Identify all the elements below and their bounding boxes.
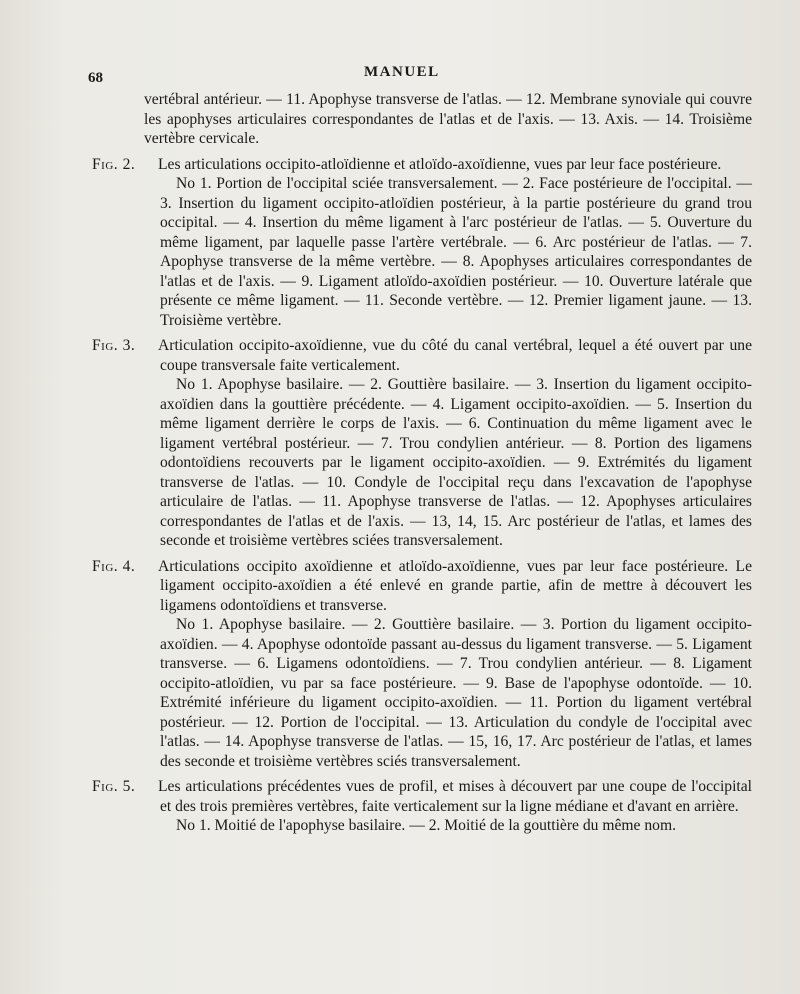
running-title: MANUEL	[364, 64, 440, 80]
figure-4-label: Fig. 4.	[92, 557, 136, 575]
figure-3-caption	[92, 336, 752, 375]
figure-5-caption	[92, 777, 752, 816]
page-header	[88, 64, 728, 88]
page-body	[92, 90, 752, 836]
figure-5-title: Les articulations précédentes vues de profil, et mises à découvert par une coupe de l'occipital et des trois premières vertèbres, faite verticalement sur la ligne médiane et d'avant en arrière.	[158, 778, 752, 815]
figure-3-title: Articulation occipito-axoïdienne, vue du côté du canal vertébral, lequel a été ouvert par une coupe transversale faite verticalement.	[158, 337, 752, 374]
figure-2-legend: No 1. Portion de l'occipital sciée transversalement. — 2. Face postérieure de l'occipital. — 3. Insertion du ligament occipito-atloïdien postérieur, à la partie postérieure du grand trou occipital. — 4. Insertion du même ligament à l'arc postérieur de l'atlas. — 5. Ouverture du même ligament, par laquelle passe l'artère vertébrale. — 6. Arc postérieur de l'atlas. — 7. Apophyse transverse de la même vertèbre. — 8. Apophyses articulaires correspondantes de l'atlas et de l'axis. — 9. Ligament atloïdo-axoïdien postérieur. — 10. Ouverture latérale que présente ce même ligament. — 11. Seconde vertèbre. — 12. Premier ligament jaune. — 13. Troisième vertèbre.	[160, 175, 752, 329]
continued-legend: vertébral antérieur. — 11. Apophyse transverse de l'atlas. — 12. Membrane synoviale qui couvre les apophyses articulaires correspondantes de l'atlas et de l'axis. — 13. Axis. — 14. Troisième vertèbre cervicale.	[144, 91, 752, 147]
figure-3-label: Fig. 3.	[92, 337, 136, 354]
figure-4-legend: No 1. Apophyse basilaire. — 2. Gouttière basilaire. — 3. Portion du ligament occipito-axoïdien. — 4. Apophyse odontoïde passant au-dessus du ligament transverse. — 5. Ligament transverse. — 6. Ligamens odontoïdiens. — 7. Trou condylien antérieur. — 8. Ligament occipito-atloïdien, vu par sa face postérieure. — 9. Base de l'apophyse odontoïde. — 10. Extrémité inférieure du ligament occipito-axoïdien. — 11. Portion du ligament vertébral postérieur. — 12. Portion de l'occipital. — 13. Articulation du condyle de l'occipital avec l'atlas. — 14. Apophyse transverse de l'atlas. — 15, 16, 17. Arc postérieur de l'atlas, et lames des seconde et troisième vertèbres sciés transversalement.	[160, 616, 752, 770]
figure-4-title: Articulations occipito axoïdienne et atloïdo-axoïdienne, vues par leur face postérieure. Le ligament occipito-axoïdien a été enlevé en grande partie, afin de mettre à découvert les ligamens odontoïdiens et transverse.	[158, 557, 752, 614]
figure-2-title: Les articulations occipito-atloïdienne et atloïdo-axoïdienne, vues par leur face postérieure.	[158, 155, 722, 173]
figure-3-legend: No 1. Apophyse basilaire. — 2. Gouttière basilaire. — 3. Insertion du ligament occipito-axoïdien dans la gouttière précédente. — 4. Ligament occipito-axoïdien. — 5. Insertion du même ligament derrière le corps de l'axis. — 6. Continuation du même ligament avec le ligament vertébral postérieur. — 7. Trou condylien antérieur. — 8. Portion des ligamens odontoïdiens recouverts par le ligament occipito-axoïdien. — 9. Extrémités du ligament transverse de l'atlas. — 10. Condyle de l'occipital reçu dans l'excavation de l'apophyse articulaire de l'atlas. — 11. Apophyse transverse de l'atlas. — 12. Apophyses articulaires correspondantes de l'atlas et de l'axis. — 13, 14, 15. Arc postérieur de l'atlas, et lames des seconde et troisième vertèbres sciées transversalement.	[160, 376, 752, 549]
figure-5-label: Fig. 5.	[92, 778, 136, 795]
figure-2-label: Fig. 2.	[92, 155, 136, 173]
figure-4-caption	[92, 557, 752, 616]
figure-5-legend: No 1. Moitié de l'apophyse basilaire. — 2. Moitié de la gouttière du même nom.	[176, 817, 676, 834]
figure-2-caption	[92, 155, 752, 175]
page-number: 68	[88, 70, 103, 86]
